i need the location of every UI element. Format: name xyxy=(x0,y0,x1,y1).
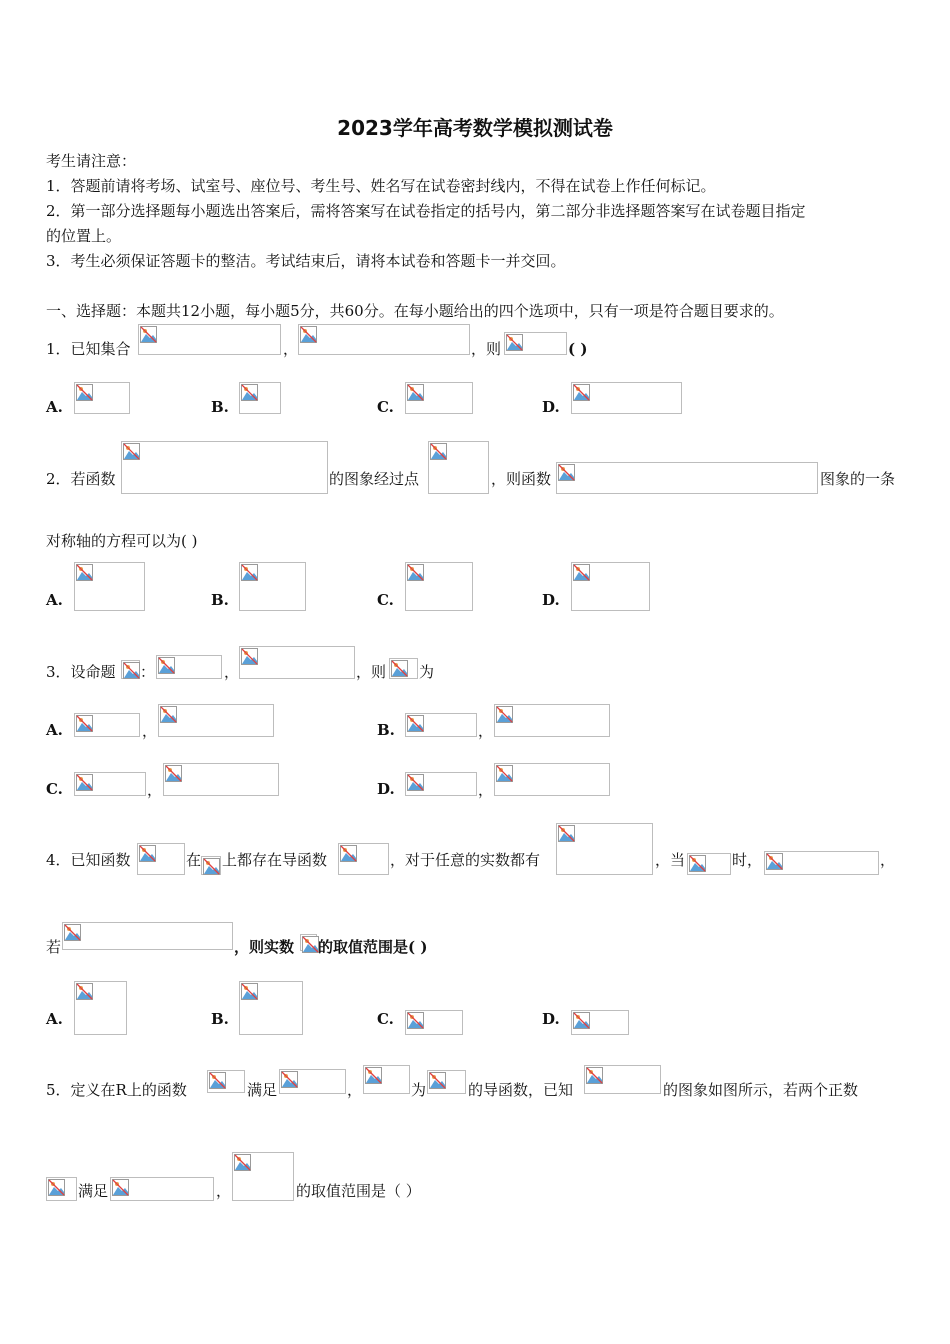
q3-colon: ： xyxy=(140,663,156,681)
broken-image-icon xyxy=(64,924,81,941)
broken-image-icon xyxy=(158,657,175,674)
option-c-image-2 xyxy=(163,763,279,796)
broken-image-icon xyxy=(407,774,424,791)
option-c-label: C. xyxy=(46,780,63,798)
q2-mid: 的图象经过点 xyxy=(329,470,420,488)
option-b-label: B. xyxy=(377,721,395,739)
formula-image xyxy=(427,1070,466,1094)
option-d-image xyxy=(405,772,477,796)
formula-image xyxy=(201,856,221,875)
formula-image xyxy=(428,441,489,494)
q5-satisfy2: 满足 xyxy=(78,1182,109,1200)
q5-is: 为 xyxy=(411,1081,427,1099)
q3-is: 为 xyxy=(419,663,435,681)
q3-prefix: 3．设命题 xyxy=(46,663,116,681)
option-d-label: D. xyxy=(542,591,560,609)
option-c-image xyxy=(74,772,146,796)
broken-image-icon xyxy=(407,564,424,581)
broken-image-icon xyxy=(123,443,140,460)
option-a-label: A. xyxy=(46,721,63,739)
broken-image-icon xyxy=(558,825,575,842)
q5-range: 的取值范围是（ ） xyxy=(296,1182,421,1200)
notice-item-3: 3．考生必须保证答题卡的整洁。考试结束后，请将本试卷和答题卡一并交回。 xyxy=(46,252,566,270)
q5-prefix: 5．定义在R上的函数 xyxy=(46,1081,187,1099)
broken-image-icon xyxy=(140,326,157,343)
option-b-image xyxy=(405,713,477,737)
formula-image xyxy=(504,332,567,355)
section-heading: 一、选择题：本题共12小题，每小题5分，共60分。在每小题给出的四个选项中，只有一项是符合题目要求的。 xyxy=(46,302,784,320)
formula-image xyxy=(207,1070,245,1093)
q1-prefix: 1．已知集合 xyxy=(46,340,131,358)
formula-image xyxy=(389,658,418,679)
q4-time: 时， xyxy=(732,851,763,869)
broken-image-icon xyxy=(76,774,93,791)
broken-image-icon xyxy=(340,845,357,862)
option-a-image xyxy=(74,382,130,414)
formula-image xyxy=(138,324,281,355)
option-d-label: D. xyxy=(542,1010,560,1028)
broken-image-icon xyxy=(573,384,590,401)
q4-comma: ， xyxy=(880,851,896,869)
q2-line2: 对称轴的方程可以为( ) xyxy=(46,532,198,550)
option-d-image xyxy=(571,1010,629,1035)
broken-image-icon xyxy=(281,1071,298,1088)
q5-satisfy: 满足 xyxy=(247,1081,278,1099)
formula-image xyxy=(239,646,355,679)
page-title: 2023学年高考数学模拟测试卷 xyxy=(337,116,613,140)
notice-item-2: 2．第一部分选择题每小题选出答案后，需将答案写在试卷指定的括号内，第二部分非选择题答案写在试卷题目指定 xyxy=(46,202,806,220)
q2-then: ，则函数 xyxy=(491,470,552,488)
q4-exists: 上都存在导函数 xyxy=(222,851,328,869)
broken-image-icon xyxy=(766,853,783,870)
formula-image xyxy=(300,934,317,951)
q3-then: ，则 xyxy=(356,663,387,681)
broken-image-icon xyxy=(48,1179,65,1196)
option-b-label: B. xyxy=(211,398,229,416)
option-a-label: A. xyxy=(46,591,63,609)
broken-image-icon xyxy=(300,326,317,343)
broken-image-icon xyxy=(241,564,258,581)
q3-sep: ， xyxy=(478,722,494,740)
formula-image xyxy=(232,1152,294,1201)
formula-image xyxy=(338,843,389,875)
formula-image xyxy=(46,1177,77,1201)
notice-heading: 考生请注意： xyxy=(46,152,137,170)
broken-image-icon xyxy=(391,660,408,677)
option-c-image xyxy=(405,382,473,414)
broken-image-icon xyxy=(496,765,513,782)
q1-then: ，则 xyxy=(471,340,502,358)
broken-image-icon xyxy=(558,464,575,481)
broken-image-icon xyxy=(234,1154,251,1171)
broken-image-icon xyxy=(76,715,93,732)
q1-paren: ( ) xyxy=(568,340,588,358)
q3-sep: ， xyxy=(147,781,163,799)
option-d-image-2 xyxy=(494,763,610,796)
broken-image-icon xyxy=(407,1012,424,1029)
broken-image-icon xyxy=(302,936,319,953)
option-b-label: B. xyxy=(211,1010,229,1028)
broken-image-icon xyxy=(429,1072,446,1089)
formula-image xyxy=(584,1065,661,1094)
option-d-image xyxy=(571,562,650,611)
broken-image-icon xyxy=(496,706,513,723)
q2-suffix: 图象的一条 xyxy=(820,470,896,488)
broken-image-icon xyxy=(573,1012,590,1029)
broken-image-icon xyxy=(209,1072,226,1089)
broken-image-icon xyxy=(76,983,93,1000)
broken-image-icon xyxy=(586,1067,603,1084)
option-a-image-2 xyxy=(158,704,274,737)
option-d-label: D. xyxy=(377,780,395,798)
q4-range: 的取值范围是( ) xyxy=(318,938,428,956)
option-a-image xyxy=(74,713,140,737)
q1-comma: ， xyxy=(283,340,299,358)
q2-prefix: 2．若函数 xyxy=(46,470,116,488)
formula-image xyxy=(121,660,140,679)
option-b-image xyxy=(239,562,306,611)
option-b-image xyxy=(239,382,281,414)
q4-if: 若 xyxy=(46,938,62,956)
formula-image xyxy=(110,1177,214,1201)
q4-forall: ，对于任意的实数都有 xyxy=(390,851,541,869)
q4-on: 在 xyxy=(186,851,202,869)
formula-image xyxy=(121,441,328,494)
broken-image-icon xyxy=(506,334,523,351)
broken-image-icon xyxy=(241,648,258,665)
q5-comma: ， xyxy=(216,1182,232,1200)
option-a-label: A. xyxy=(46,1010,63,1028)
notice-item-2-cont: 的位置上。 xyxy=(46,227,122,245)
broken-image-icon xyxy=(160,706,177,723)
formula-image xyxy=(687,853,731,875)
broken-image-icon xyxy=(241,384,258,401)
broken-image-icon xyxy=(112,1179,129,1196)
option-d-label: D. xyxy=(542,398,560,416)
option-b-label: B. xyxy=(211,591,229,609)
option-a-image xyxy=(74,981,127,1035)
q5-comma: ， xyxy=(347,1081,363,1099)
option-c-image xyxy=(405,1010,463,1035)
formula-image xyxy=(137,843,185,875)
broken-image-icon xyxy=(365,1067,382,1084)
broken-image-icon xyxy=(430,443,447,460)
broken-image-icon xyxy=(123,662,140,679)
broken-image-icon xyxy=(165,765,182,782)
option-b-image xyxy=(239,981,303,1035)
option-c-label: C. xyxy=(377,398,394,416)
formula-image xyxy=(556,823,653,875)
q5-graph: 的图象如图所示，若两个正数 xyxy=(663,1081,859,1099)
broken-image-icon xyxy=(407,384,424,401)
formula-image xyxy=(279,1069,346,1094)
q4-prefix: 4．已知函数 xyxy=(46,851,131,869)
q3-comma: ， xyxy=(224,663,240,681)
q3-sep: ， xyxy=(478,781,494,799)
formula-image xyxy=(556,462,818,494)
option-d-image xyxy=(571,382,682,414)
option-c-label: C. xyxy=(377,591,394,609)
broken-image-icon xyxy=(76,564,93,581)
broken-image-icon xyxy=(76,384,93,401)
broken-image-icon xyxy=(203,858,220,875)
broken-image-icon xyxy=(689,855,706,872)
option-c-image xyxy=(405,562,473,611)
broken-image-icon xyxy=(139,845,156,862)
option-b-image-2 xyxy=(494,704,610,737)
broken-image-icon xyxy=(573,564,590,581)
q5-deriv: 的导函数，已知 xyxy=(468,1081,574,1099)
option-a-image xyxy=(74,562,145,611)
formula-image xyxy=(298,324,470,355)
formula-image xyxy=(363,1065,410,1094)
notice-item-1: 1．答题前请将考场、试室号、座位号、考生号、姓名写在试卷密封线内，不得在试卷上作任何标记。 xyxy=(46,177,716,195)
formula-image xyxy=(764,851,879,875)
broken-image-icon xyxy=(407,715,424,732)
option-c-label: C. xyxy=(377,1010,394,1028)
formula-image xyxy=(62,922,233,950)
option-a-label: A. xyxy=(46,398,63,416)
q4-then: ，则实数 xyxy=(234,938,295,956)
q3-sep: ， xyxy=(142,722,158,740)
broken-image-icon xyxy=(241,983,258,1000)
formula-image xyxy=(156,655,222,679)
q4-when: ，当 xyxy=(655,851,686,869)
